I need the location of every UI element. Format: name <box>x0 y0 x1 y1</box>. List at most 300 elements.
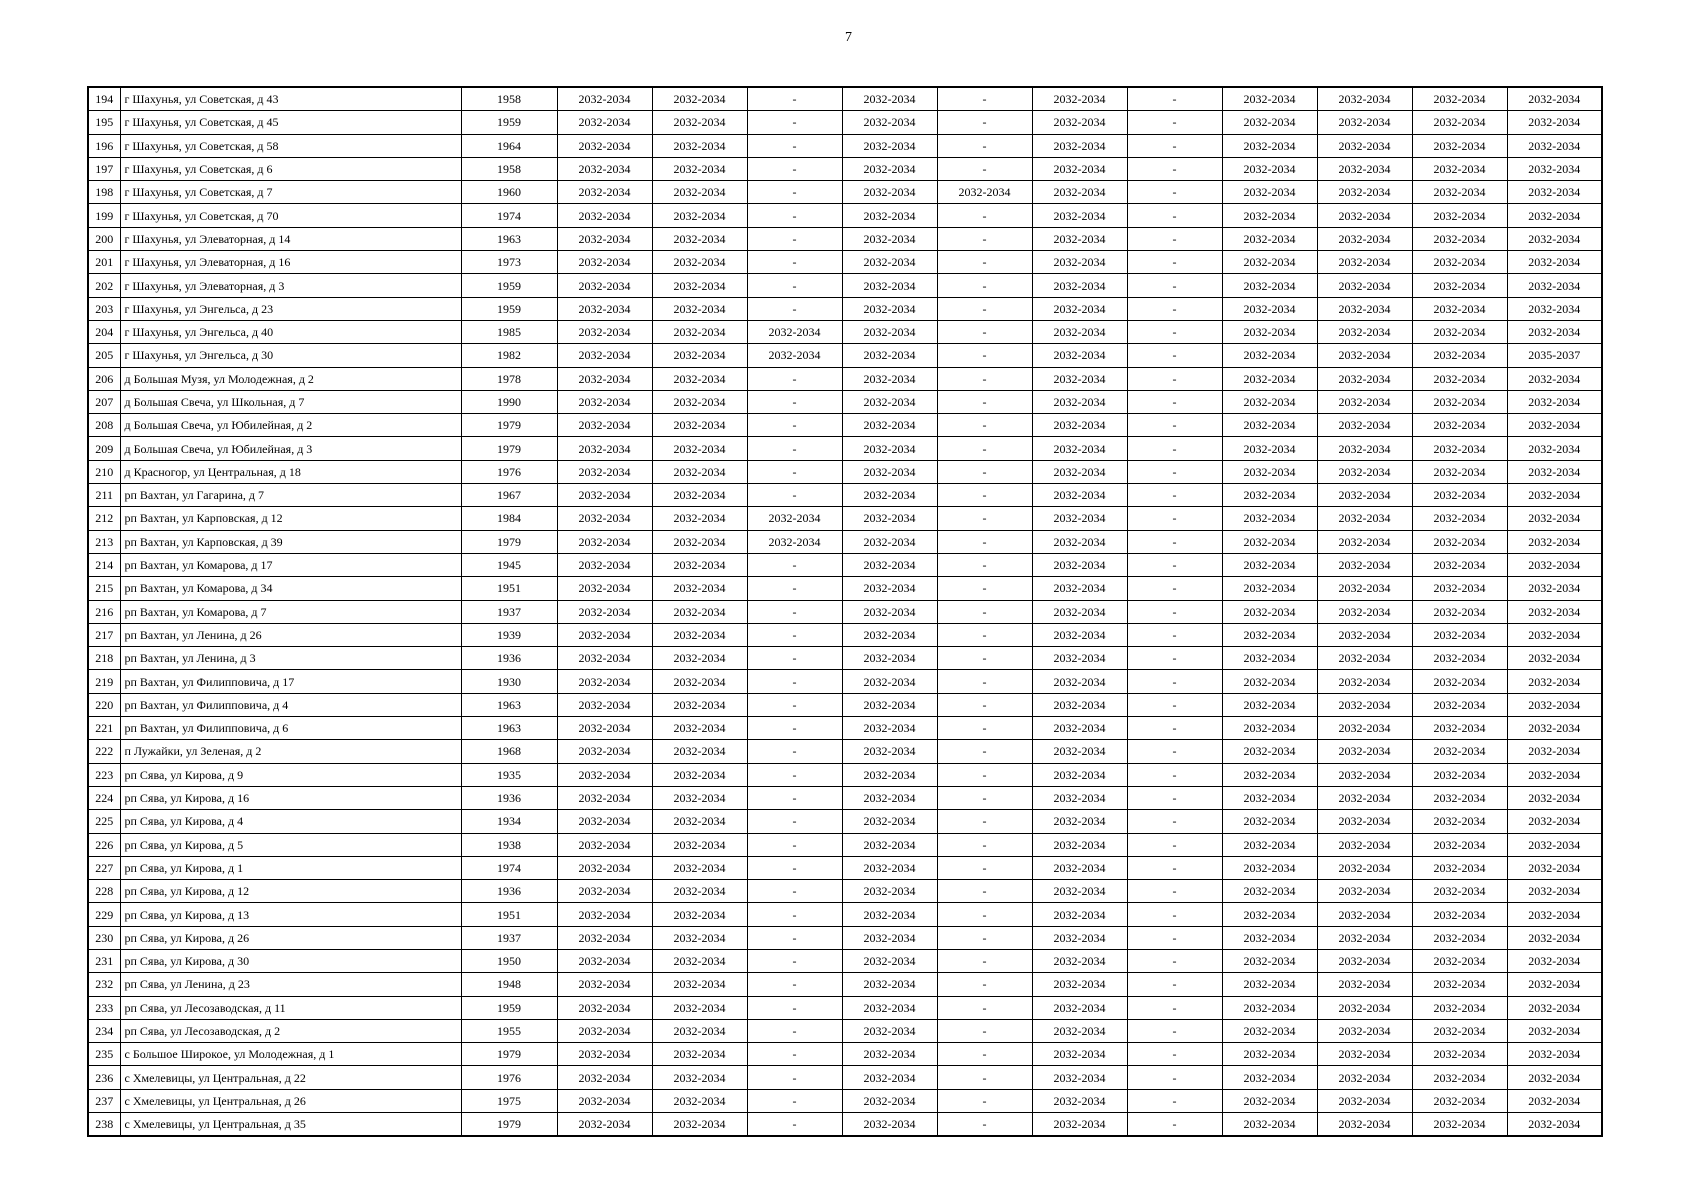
cell-period-9: 2032-2034 <box>1317 251 1412 274</box>
cell-period-2: 2032-2034 <box>652 577 747 600</box>
cell-address: рп Сява, ул Кирова, д 5 <box>120 833 461 856</box>
cell-period-8: 2032-2034 <box>1222 344 1317 367</box>
table-row <box>88 251 1602 274</box>
cell-period-11: 2032-2034 <box>1507 833 1602 856</box>
cell-period-9: 2032-2034 <box>1317 227 1412 250</box>
cell-period-3: - <box>747 1113 842 1137</box>
cell-year-built: 1963 <box>461 717 557 740</box>
cell-period-2: 2032-2034 <box>652 320 747 343</box>
cell-address: рп Сява, ул Лесозаводская, д 2 <box>120 1019 461 1042</box>
cell-period-8: 2032-2034 <box>1222 530 1317 553</box>
cell-row-number: 209 <box>88 437 120 460</box>
cell-address: рп Сява, ул Кирова, д 4 <box>120 810 461 833</box>
cell-period-4: 2032-2034 <box>842 949 937 972</box>
cell-period-1: 2032-2034 <box>557 227 652 250</box>
cell-period-6: 2032-2034 <box>1032 460 1127 483</box>
cell-period-11: 2032-2034 <box>1507 786 1602 809</box>
cell-period-5: - <box>937 344 1032 367</box>
cell-year-built: 1979 <box>461 1043 557 1066</box>
cell-period-9: 2032-2034 <box>1317 903 1412 926</box>
cell-period-10: 2032-2034 <box>1412 530 1507 553</box>
cell-address: рп Сява, ул Кирова, д 16 <box>120 786 461 809</box>
cell-period-11: 2032-2034 <box>1507 367 1602 390</box>
cell-period-11: 2032-2034 <box>1507 949 1602 972</box>
cell-period-6: 2032-2034 <box>1032 1066 1127 1089</box>
cell-period-7: - <box>1127 577 1222 600</box>
cell-period-11: 2032-2034 <box>1507 600 1602 623</box>
cell-period-3: - <box>747 134 842 157</box>
cell-period-7: - <box>1127 181 1222 204</box>
cell-year-built: 1951 <box>461 903 557 926</box>
cell-period-4: 2032-2034 <box>842 87 937 111</box>
cell-row-number: 228 <box>88 880 120 903</box>
cell-period-11: 2032-2034 <box>1507 903 1602 926</box>
cell-address: рп Вахтан, ул Гагарина, д 7 <box>120 484 461 507</box>
table-row <box>88 926 1602 949</box>
cell-year-built: 1950 <box>461 949 557 972</box>
cell-period-8: 2032-2034 <box>1222 833 1317 856</box>
cell-period-9: 2032-2034 <box>1317 810 1412 833</box>
cell-period-5: - <box>937 1066 1032 1089</box>
cell-row-number: 227 <box>88 856 120 879</box>
cell-period-7: - <box>1127 1019 1222 1042</box>
cell-period-5: - <box>937 111 1032 134</box>
cell-period-9: 2032-2034 <box>1317 553 1412 576</box>
cell-period-4: 2032-2034 <box>842 856 937 879</box>
cell-row-number: 232 <box>88 973 120 996</box>
cell-address: п Лужайки, ул Зеленая, д 2 <box>120 740 461 763</box>
cell-address: с Хмелевицы, ул Центральная, д 35 <box>120 1113 461 1137</box>
cell-period-6: 2032-2034 <box>1032 1113 1127 1137</box>
cell-period-9: 2032-2034 <box>1317 856 1412 879</box>
cell-period-7: - <box>1127 903 1222 926</box>
table-row <box>88 1066 1602 1089</box>
cell-period-6: 2032-2034 <box>1032 949 1127 972</box>
cell-period-11: 2032-2034 <box>1507 437 1602 460</box>
cell-period-3: - <box>747 390 842 413</box>
cell-period-11: 2032-2034 <box>1507 717 1602 740</box>
cell-period-10: 2032-2034 <box>1412 1113 1507 1137</box>
cell-period-10: 2032-2034 <box>1412 507 1507 530</box>
table-row <box>88 786 1602 809</box>
cell-period-2: 2032-2034 <box>652 1066 747 1089</box>
table-row <box>88 227 1602 250</box>
cell-period-10: 2032-2034 <box>1412 134 1507 157</box>
cell-period-5: - <box>937 320 1032 343</box>
cell-address: с Хмелевицы, ул Центральная, д 26 <box>120 1089 461 1112</box>
cell-period-2: 2032-2034 <box>652 344 747 367</box>
table-row <box>88 111 1602 134</box>
cell-period-1: 2032-2034 <box>557 111 652 134</box>
cell-period-7: - <box>1127 87 1222 111</box>
cell-period-7: - <box>1127 484 1222 507</box>
cell-period-6: 2032-2034 <box>1032 227 1127 250</box>
cell-period-11: 2032-2034 <box>1507 414 1602 437</box>
cell-period-6: 2032-2034 <box>1032 926 1127 949</box>
cell-period-3: - <box>747 949 842 972</box>
cell-year-built: 1974 <box>461 204 557 227</box>
cell-period-8: 2032-2034 <box>1222 949 1317 972</box>
cell-period-3: - <box>747 856 842 879</box>
cell-year-built: 1930 <box>461 670 557 693</box>
table-row <box>88 1019 1602 1042</box>
cell-period-8: 2032-2034 <box>1222 553 1317 576</box>
cell-period-2: 2032-2034 <box>652 484 747 507</box>
cell-period-10: 2032-2034 <box>1412 600 1507 623</box>
cell-address: г Шахунья, ул Советская, д 70 <box>120 204 461 227</box>
cell-address: рп Сява, ул Кирова, д 13 <box>120 903 461 926</box>
cell-period-2: 2032-2034 <box>652 1019 747 1042</box>
cell-address: г Шахунья, ул Энгельса, д 30 <box>120 344 461 367</box>
cell-year-built: 1955 <box>461 1019 557 1042</box>
cell-period-6: 2032-2034 <box>1032 390 1127 413</box>
cell-row-number: 213 <box>88 530 120 553</box>
cell-period-1: 2032-2034 <box>557 274 652 297</box>
cell-period-5: - <box>937 1113 1032 1137</box>
cell-period-2: 2032-2034 <box>652 600 747 623</box>
cell-address: рп Сява, ул Ленина, д 23 <box>120 973 461 996</box>
cell-period-3: - <box>747 1043 842 1066</box>
cell-period-3: - <box>747 204 842 227</box>
cell-period-11: 2032-2034 <box>1507 297 1602 320</box>
cell-period-2: 2032-2034 <box>652 763 747 786</box>
cell-period-8: 2032-2034 <box>1222 763 1317 786</box>
cell-period-4: 2032-2034 <box>842 251 937 274</box>
cell-period-6: 2032-2034 <box>1032 157 1127 180</box>
cell-row-number: 234 <box>88 1019 120 1042</box>
cell-period-1: 2032-2034 <box>557 973 652 996</box>
cell-period-3: - <box>747 251 842 274</box>
cell-period-5: - <box>937 414 1032 437</box>
cell-period-6: 2032-2034 <box>1032 204 1127 227</box>
cell-row-number: 194 <box>88 87 120 111</box>
cell-period-10: 2032-2034 <box>1412 880 1507 903</box>
cell-address: рп Сява, ул Кирова, д 26 <box>120 926 461 949</box>
cell-period-1: 2032-2034 <box>557 181 652 204</box>
cell-year-built: 1982 <box>461 344 557 367</box>
table-row <box>88 670 1602 693</box>
cell-period-2: 2032-2034 <box>652 740 747 763</box>
cell-period-4: 2032-2034 <box>842 274 937 297</box>
cell-year-built: 1945 <box>461 553 557 576</box>
cell-period-2: 2032-2034 <box>652 134 747 157</box>
cell-period-10: 2032-2034 <box>1412 856 1507 879</box>
cell-period-7: - <box>1127 600 1222 623</box>
cell-period-8: 2032-2034 <box>1222 251 1317 274</box>
cell-address: рп Вахтан, ул Филипповича, д 6 <box>120 717 461 740</box>
cell-year-built: 1985 <box>461 320 557 343</box>
cell-period-8: 2032-2034 <box>1222 693 1317 716</box>
cell-period-11: 2032-2034 <box>1507 1019 1602 1042</box>
cell-period-7: - <box>1127 647 1222 670</box>
cell-year-built: 1979 <box>461 530 557 553</box>
cell-period-9: 2032-2034 <box>1317 600 1412 623</box>
cell-period-4: 2032-2034 <box>842 833 937 856</box>
cell-period-9: 2032-2034 <box>1317 437 1412 460</box>
cell-period-5: - <box>937 623 1032 646</box>
cell-period-11: 2032-2034 <box>1507 1043 1602 1066</box>
cell-year-built: 1935 <box>461 763 557 786</box>
cell-period-7: - <box>1127 553 1222 576</box>
cell-period-7: - <box>1127 693 1222 716</box>
cell-period-8: 2032-2034 <box>1222 600 1317 623</box>
cell-period-5: - <box>937 763 1032 786</box>
cell-period-1: 2032-2034 <box>557 623 652 646</box>
table-row <box>88 134 1602 157</box>
cell-row-number: 231 <box>88 949 120 972</box>
cell-period-2: 2032-2034 <box>652 227 747 250</box>
cell-period-1: 2032-2034 <box>557 903 652 926</box>
cell-period-5: - <box>937 437 1032 460</box>
cell-period-1: 2032-2034 <box>557 717 652 740</box>
cell-period-4: 2032-2034 <box>842 996 937 1019</box>
table-row <box>88 157 1602 180</box>
cell-period-11: 2032-2034 <box>1507 810 1602 833</box>
cell-year-built: 1958 <box>461 87 557 111</box>
cell-period-7: - <box>1127 227 1222 250</box>
cell-period-4: 2032-2034 <box>842 740 937 763</box>
cell-period-5: - <box>937 717 1032 740</box>
table-row <box>88 1089 1602 1112</box>
cell-period-2: 2032-2034 <box>652 973 747 996</box>
cell-period-11: 2032-2034 <box>1507 1066 1602 1089</box>
cell-period-11: 2035-2037 <box>1507 344 1602 367</box>
cell-period-7: - <box>1127 320 1222 343</box>
cell-row-number: 210 <box>88 460 120 483</box>
cell-period-9: 2032-2034 <box>1317 1019 1412 1042</box>
cell-row-number: 230 <box>88 926 120 949</box>
cell-period-7: - <box>1127 786 1222 809</box>
cell-address: рп Вахтан, ул Ленина, д 3 <box>120 647 461 670</box>
cell-period-10: 2032-2034 <box>1412 1019 1507 1042</box>
cell-year-built: 1963 <box>461 693 557 716</box>
cell-address: рп Вахтан, ул Комарова, д 7 <box>120 600 461 623</box>
cell-period-8: 2032-2034 <box>1222 134 1317 157</box>
cell-period-8: 2032-2034 <box>1222 297 1317 320</box>
cell-period-7: - <box>1127 157 1222 180</box>
cell-row-number: 199 <box>88 204 120 227</box>
cell-period-6: 2032-2034 <box>1032 856 1127 879</box>
cell-period-7: - <box>1127 437 1222 460</box>
cell-period-10: 2032-2034 <box>1412 1089 1507 1112</box>
cell-period-2: 2032-2034 <box>652 949 747 972</box>
cell-period-9: 2032-2034 <box>1317 320 1412 343</box>
cell-address: рп Сява, ул Кирова, д 9 <box>120 763 461 786</box>
cell-period-10: 2032-2034 <box>1412 763 1507 786</box>
cell-period-10: 2032-2034 <box>1412 227 1507 250</box>
cell-period-10: 2032-2034 <box>1412 647 1507 670</box>
cell-period-3: - <box>747 437 842 460</box>
cell-year-built: 1990 <box>461 390 557 413</box>
cell-period-1: 2032-2034 <box>557 414 652 437</box>
cell-period-8: 2032-2034 <box>1222 414 1317 437</box>
table-row <box>88 553 1602 576</box>
cell-period-2: 2032-2034 <box>652 530 747 553</box>
cell-period-10: 2032-2034 <box>1412 949 1507 972</box>
cell-period-2: 2032-2034 <box>652 996 747 1019</box>
cell-period-5: - <box>937 856 1032 879</box>
cell-period-4: 2032-2034 <box>842 297 937 320</box>
cell-period-1: 2032-2034 <box>557 530 652 553</box>
cell-row-number: 238 <box>88 1113 120 1137</box>
cell-period-10: 2032-2034 <box>1412 717 1507 740</box>
cell-period-11: 2032-2034 <box>1507 856 1602 879</box>
cell-row-number: 214 <box>88 553 120 576</box>
cell-period-8: 2032-2034 <box>1222 87 1317 111</box>
cell-period-9: 2032-2034 <box>1317 390 1412 413</box>
cell-period-9: 2032-2034 <box>1317 204 1412 227</box>
cell-period-8: 2032-2034 <box>1222 274 1317 297</box>
cell-period-5: - <box>937 693 1032 716</box>
cell-period-5: - <box>937 740 1032 763</box>
cell-period-3: - <box>747 763 842 786</box>
cell-period-6: 2032-2034 <box>1032 320 1127 343</box>
cell-period-1: 2032-2034 <box>557 810 652 833</box>
cell-period-11: 2032-2034 <box>1507 320 1602 343</box>
cell-period-5: - <box>937 670 1032 693</box>
cell-period-6: 2032-2034 <box>1032 553 1127 576</box>
cell-period-9: 2032-2034 <box>1317 717 1412 740</box>
cell-period-10: 2032-2034 <box>1412 740 1507 763</box>
cell-row-number: 212 <box>88 507 120 530</box>
cell-year-built: 1960 <box>461 181 557 204</box>
cell-period-4: 2032-2034 <box>842 227 937 250</box>
cell-row-number: 196 <box>88 134 120 157</box>
cell-period-1: 2032-2034 <box>557 484 652 507</box>
cell-period-3: - <box>747 903 842 926</box>
cell-period-1: 2032-2034 <box>557 670 652 693</box>
cell-period-10: 2032-2034 <box>1412 810 1507 833</box>
cell-period-8: 2032-2034 <box>1222 1089 1317 1112</box>
cell-period-5: - <box>937 274 1032 297</box>
table-row <box>88 763 1602 786</box>
cell-address: г Шахунья, ул Элеваторная, д 14 <box>120 227 461 250</box>
cell-period-10: 2032-2034 <box>1412 786 1507 809</box>
cell-period-4: 2032-2034 <box>842 1019 937 1042</box>
cell-period-10: 2032-2034 <box>1412 670 1507 693</box>
cell-period-9: 2032-2034 <box>1317 367 1412 390</box>
cell-period-11: 2032-2034 <box>1507 390 1602 413</box>
cell-period-7: - <box>1127 111 1222 134</box>
cell-period-9: 2032-2034 <box>1317 577 1412 600</box>
cell-period-2: 2032-2034 <box>652 157 747 180</box>
cell-period-4: 2032-2034 <box>842 577 937 600</box>
cell-period-4: 2032-2034 <box>842 460 937 483</box>
cell-period-2: 2032-2034 <box>652 1113 747 1137</box>
cell-period-5: - <box>937 926 1032 949</box>
cell-year-built: 1973 <box>461 251 557 274</box>
cell-period-6: 2032-2034 <box>1032 740 1127 763</box>
cell-period-9: 2032-2034 <box>1317 414 1412 437</box>
cell-period-6: 2032-2034 <box>1032 134 1127 157</box>
table-row <box>88 880 1602 903</box>
cell-period-8: 2032-2034 <box>1222 111 1317 134</box>
cell-period-9: 2032-2034 <box>1317 181 1412 204</box>
cell-period-4: 2032-2034 <box>842 926 937 949</box>
cell-period-10: 2032-2034 <box>1412 390 1507 413</box>
cell-period-9: 2032-2034 <box>1317 507 1412 530</box>
cell-period-4: 2032-2034 <box>842 157 937 180</box>
cell-year-built: 1963 <box>461 227 557 250</box>
cell-year-built: 1937 <box>461 926 557 949</box>
cell-period-2: 2032-2034 <box>652 880 747 903</box>
cell-period-4: 2032-2034 <box>842 320 937 343</box>
cell-period-7: - <box>1127 344 1222 367</box>
cell-period-4: 2032-2034 <box>842 1066 937 1089</box>
cell-row-number: 237 <box>88 1089 120 1112</box>
cell-period-5: - <box>937 973 1032 996</box>
cell-period-3: - <box>747 926 842 949</box>
cell-period-2: 2032-2034 <box>652 111 747 134</box>
cell-address: г Шахунья, ул Советская, д 7 <box>120 181 461 204</box>
cell-period-2: 2032-2034 <box>652 390 747 413</box>
cell-address: рп Вахтан, ул Комарова, д 17 <box>120 553 461 576</box>
table-row <box>88 367 1602 390</box>
cell-period-1: 2032-2034 <box>557 996 652 1019</box>
cell-period-9: 2032-2034 <box>1317 973 1412 996</box>
cell-period-3: - <box>747 367 842 390</box>
cell-row-number: 236 <box>88 1066 120 1089</box>
cell-period-4: 2032-2034 <box>842 1043 937 1066</box>
cell-period-2: 2032-2034 <box>652 367 747 390</box>
cell-period-11: 2032-2034 <box>1507 740 1602 763</box>
cell-period-8: 2032-2034 <box>1222 810 1317 833</box>
cell-period-2: 2032-2034 <box>652 786 747 809</box>
cell-row-number: 198 <box>88 181 120 204</box>
cell-period-9: 2032-2034 <box>1317 880 1412 903</box>
cell-period-1: 2032-2034 <box>557 507 652 530</box>
cell-period-7: - <box>1127 949 1222 972</box>
cell-period-4: 2032-2034 <box>842 530 937 553</box>
cell-period-8: 2032-2034 <box>1222 320 1317 343</box>
cell-period-8: 2032-2034 <box>1222 926 1317 949</box>
cell-row-number: 211 <box>88 484 120 507</box>
cell-address: рп Сява, ул Кирова, д 30 <box>120 949 461 972</box>
table-row <box>88 204 1602 227</box>
cell-period-7: - <box>1127 973 1222 996</box>
cell-period-1: 2032-2034 <box>557 134 652 157</box>
cell-year-built: 1959 <box>461 274 557 297</box>
cell-period-8: 2032-2034 <box>1222 670 1317 693</box>
cell-row-number: 205 <box>88 344 120 367</box>
cell-year-built: 1937 <box>461 600 557 623</box>
cell-period-4: 2032-2034 <box>842 204 937 227</box>
cell-period-3: - <box>747 693 842 716</box>
cell-row-number: 203 <box>88 297 120 320</box>
cell-period-8: 2032-2034 <box>1222 1113 1317 1137</box>
cell-period-3: - <box>747 274 842 297</box>
cell-year-built: 1959 <box>461 297 557 320</box>
cell-period-3: - <box>747 157 842 180</box>
cell-address: г Шахунья, ул Энгельса, д 23 <box>120 297 461 320</box>
cell-period-1: 2032-2034 <box>557 460 652 483</box>
cell-period-1: 2032-2034 <box>557 740 652 763</box>
cell-period-3: - <box>747 740 842 763</box>
cell-period-7: - <box>1127 880 1222 903</box>
cell-period-10: 2032-2034 <box>1412 926 1507 949</box>
cell-period-3: - <box>747 1066 842 1089</box>
cell-period-3: - <box>747 553 842 576</box>
cell-address: рп Вахтан, ул Карповская, д 39 <box>120 530 461 553</box>
table-row <box>88 414 1602 437</box>
cell-row-number: 217 <box>88 623 120 646</box>
cell-period-6: 2032-2034 <box>1032 414 1127 437</box>
table-body <box>88 87 1602 1136</box>
cell-period-1: 2032-2034 <box>557 880 652 903</box>
cell-period-4: 2032-2034 <box>842 507 937 530</box>
cell-period-5: - <box>937 786 1032 809</box>
cell-period-3: - <box>747 1019 842 1042</box>
